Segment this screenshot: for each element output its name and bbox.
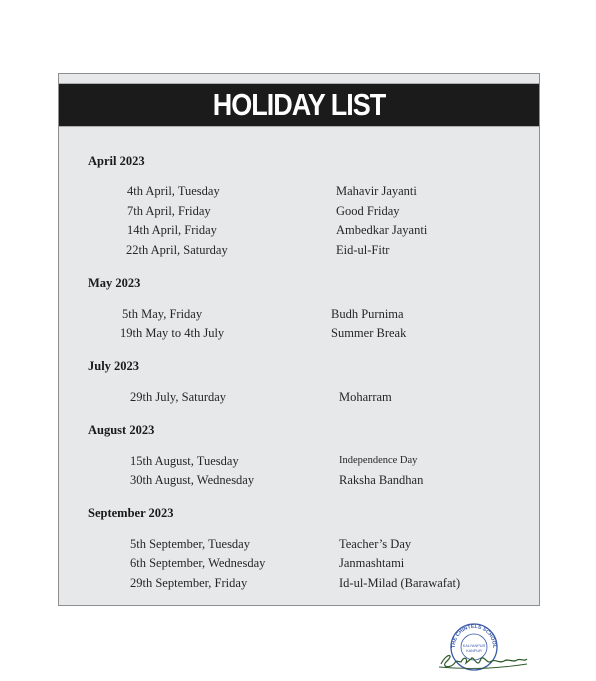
holiday-name: Mahavir Jayanti xyxy=(336,184,417,198)
holiday-name: Eid-ul-Fitr xyxy=(336,243,390,257)
holiday-name: Ambedkar Jayanti xyxy=(336,223,428,237)
svg-text:KANPUR: KANPUR xyxy=(466,649,482,653)
holiday-date: 7th April, Friday xyxy=(127,204,211,218)
holiday-list-panel xyxy=(58,73,540,606)
holiday-date: 30th August, Wednesday xyxy=(130,473,255,487)
holiday-date: 6th September, Wednesday xyxy=(130,556,266,570)
month-heading-april: April 2023 xyxy=(88,154,145,168)
holiday-name: Budh Purnima xyxy=(331,307,404,321)
holiday-name: Raksha Bandhan xyxy=(339,473,424,487)
holiday-date: 5th May, Friday xyxy=(122,307,203,321)
month-heading-may: May 2023 xyxy=(88,276,141,290)
month-heading-september: September 2023 xyxy=(88,506,174,520)
signature xyxy=(437,640,529,674)
svg-text:KALYANPUR: KALYANPUR xyxy=(462,644,486,648)
holiday-name: Moharram xyxy=(339,390,392,404)
holiday-name: Summer Break xyxy=(331,326,407,340)
month-heading-july: July 2023 xyxy=(88,359,140,373)
page-title: HOLIDAY LIST xyxy=(59,84,539,127)
holiday-date: 19th May to 4th July xyxy=(120,326,225,340)
holiday-date: 15th August, Tuesday xyxy=(130,454,239,468)
month-heading-august: August 2023 xyxy=(88,423,155,437)
holiday-name: Janmashtami xyxy=(339,556,405,570)
holiday-name: Teacher’s Day xyxy=(339,537,412,551)
holiday-date: 5th September, Tuesday xyxy=(130,537,250,551)
holiday-date: 29th July, Saturday xyxy=(130,390,227,404)
holiday-date: 4th April, Tuesday xyxy=(127,184,220,198)
holiday-name: Good Friday xyxy=(336,204,400,218)
holiday-name: Id-ul-Milad (Barawafat) xyxy=(339,576,461,590)
svg-text:THE CHINTELS SCHOOL: THE CHINTELS SCHOOL xyxy=(450,623,498,649)
holiday-date: 14th April, Friday xyxy=(127,223,217,237)
holiday-name: Independence Day xyxy=(339,455,418,466)
holiday-date: 22th April, Saturday xyxy=(126,243,228,257)
holiday-date: 29th September, Friday xyxy=(130,576,248,590)
